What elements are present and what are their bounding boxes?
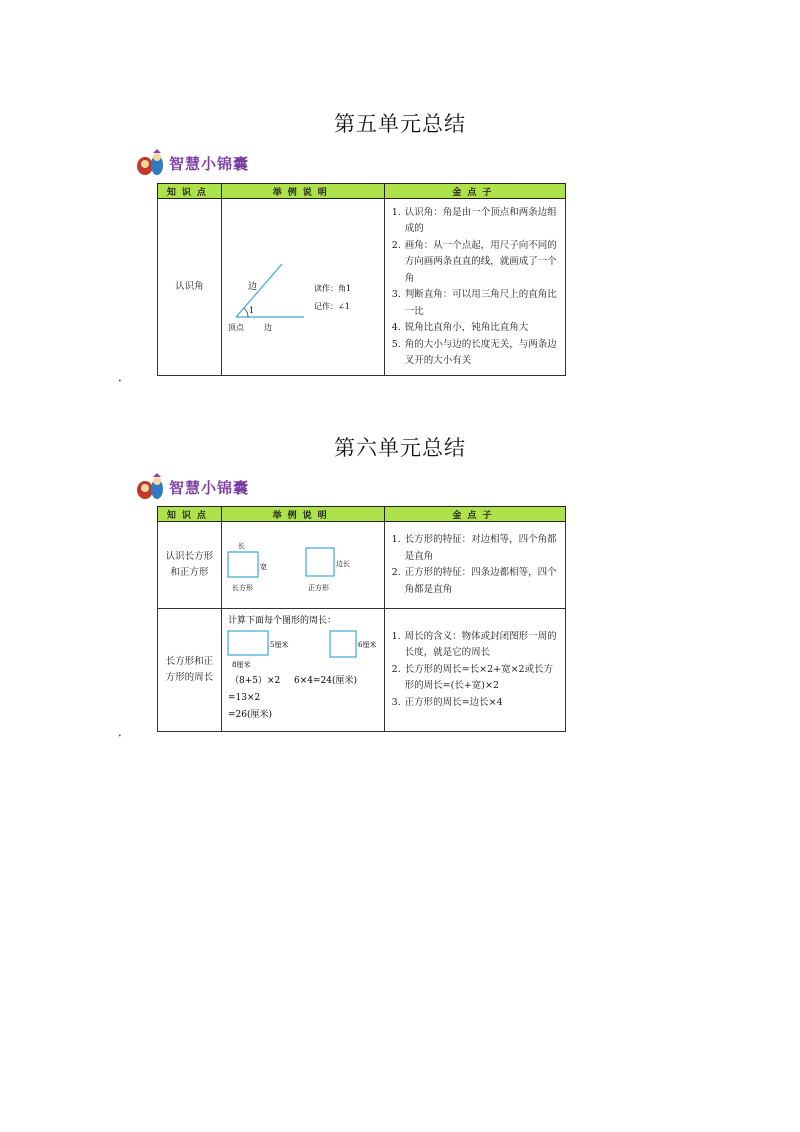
list-item: 3. 判断直角：可以用三角尺上的直角比一比 — [391, 289, 557, 317]
gold-points-list — [386, 625, 564, 716]
stray-dot: • — [118, 378, 122, 385]
rectangle-shape — [228, 631, 268, 655]
calc-line-3: =13×2 — [227, 693, 260, 703]
mascot-icon — [135, 149, 165, 177]
list-item: 1. 周长的含义：物体或封闭图形一周的长度，就是它的周长 — [391, 630, 557, 659]
rectangle-shape — [228, 552, 258, 577]
list-item: 2. 正方形的特征：四条边都相等，四个角都是直角 — [391, 567, 557, 595]
unit5-summary-table — [157, 183, 566, 376]
label-side-upper: 边 — [247, 282, 257, 292]
unit5-tip-badge — [135, 148, 249, 178]
unit6-summary-table — [157, 506, 566, 732]
knowledge-cell: 认识长方形和正方形 — [165, 550, 214, 578]
list-item: 1. 认识角：角是由一个顶点和两条边组成的 — [391, 206, 557, 234]
label-length: 长 — [237, 542, 245, 550]
header-example: 举例说明 — [221, 507, 384, 522]
square-shape — [306, 548, 334, 576]
perimeter-example — [222, 609, 384, 731]
header-knowledge: 知识点 — [158, 507, 222, 522]
label-width: 宽 — [259, 563, 267, 571]
angle-arc — [244, 308, 248, 317]
calc-line-2: 6×4=24(厘米) — [293, 676, 357, 686]
list-item: 4. 锐角比直角小，钝角比直角大 — [391, 322, 529, 333]
unit5-title: 第五单元总结 — [334, 112, 466, 136]
angle-diagram — [222, 199, 384, 375]
list-item: 1. 长方形的特征：对边相等，四个角都是直角 — [391, 534, 557, 562]
gold-points-list — [386, 201, 564, 374]
label-rect-width: 8厘米 — [231, 661, 251, 669]
list-item: 2. 长方形的周长=长×2+宽×2或长方形的周长=(长+宽)×2 — [391, 663, 554, 692]
list-item: 3. 正方形的周长=边长×4 — [391, 696, 503, 708]
stray-dot: • — [118, 733, 122, 740]
table-row — [158, 199, 566, 376]
calc-line-4: =26(厘米) — [227, 710, 272, 720]
example-prompt: 计算下面每个图形的周长： — [227, 616, 336, 626]
square-shape — [330, 631, 356, 657]
mascot-icon — [135, 473, 165, 501]
label-vertex: 顶点 — [227, 323, 244, 332]
label-write: 记作：∠1 — [313, 302, 350, 311]
header-gold: 金点子 — [384, 184, 565, 199]
list-item: 5. 角的大小与边的长度无关，与两条边叉开的大小有关 — [391, 338, 557, 366]
shapes-diagram — [222, 522, 384, 608]
label-rect-height: 5厘米 — [269, 641, 289, 649]
badge-label: 智慧小锦囊 — [169, 478, 250, 497]
label-rectangle: 长方形 — [231, 584, 253, 592]
gold-points-list — [386, 528, 564, 602]
knowledge-cell: 认识角 — [175, 280, 204, 292]
label-square-side: 6厘米 — [357, 641, 377, 649]
knowledge-cell: 长方形和正方形的周长 — [165, 655, 214, 683]
label-side-length: 边长 — [335, 560, 350, 568]
unit6-tip-badge — [135, 472, 249, 502]
table-row — [158, 609, 566, 732]
label-square: 正方形 — [307, 584, 329, 592]
calc-line-1: （8+5）×2 — [229, 676, 280, 686]
label-read: 读作：角1 — [313, 284, 351, 293]
label-side-lower: 边 — [263, 323, 272, 332]
angle-ray-upper — [236, 264, 282, 317]
list-item: 2. 画角：从一个点起，用尺子向不同的方向画两条直直的线，就画成了一个角 — [391, 239, 557, 284]
header-knowledge: 知识点 — [158, 184, 222, 199]
badge-label: 智慧小锦囊 — [169, 154, 250, 173]
table-row — [158, 522, 566, 609]
header-example: 举例说明 — [221, 184, 384, 199]
header-gold: 金点子 — [384, 507, 565, 522]
label-angle-1: 1 — [248, 306, 254, 315]
unit6-title: 第六单元总结 — [334, 436, 466, 460]
